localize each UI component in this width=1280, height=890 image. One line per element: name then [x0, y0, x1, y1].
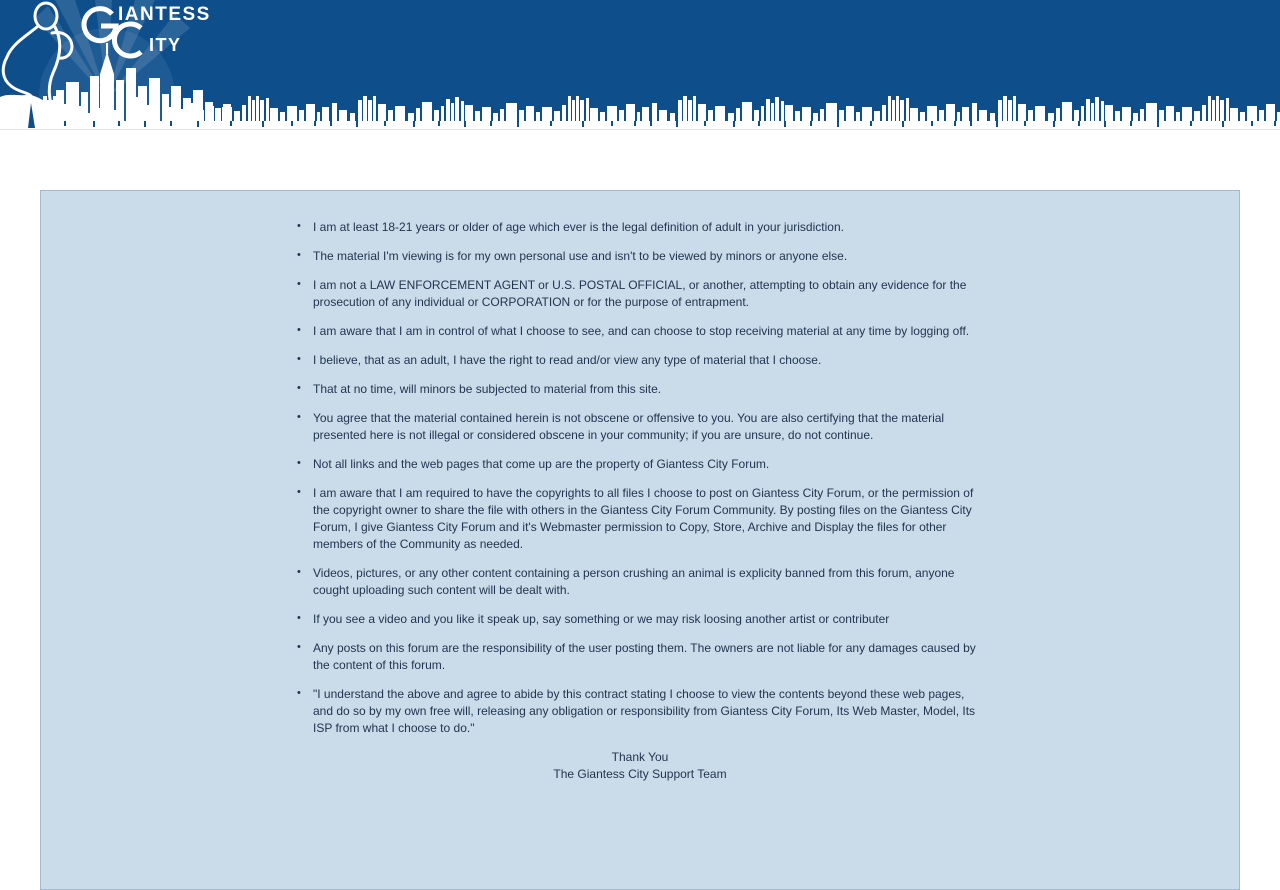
agreement-item — [294, 248, 986, 265]
bullet-icon: • — [297, 687, 301, 699]
agreement-item — [294, 686, 986, 737]
closing-block — [41, 749, 1239, 783]
content — [0, 190, 1280, 890]
bullet-icon: • — [297, 566, 301, 578]
logo-text-bottom: ITY — [149, 35, 182, 55]
bullet-icon: • — [297, 353, 301, 365]
agreement-item — [294, 323, 986, 340]
agreement-item-text: You agree that the material contained herein is not obscene or offensive to you. You are also certifying that the material presented here is not illegal or considered obscene in your community; if you are unsure, do not continue. — [313, 411, 945, 442]
agreement-item-text: I am aware that I am required to have the copyrights to all files I choose to post on Giantess City Forum, or the permission of the copyright owner to share the file with others in the Giantess City Forum Community. By posting files on the Giantess City Forum, I give Giantess City Forum and it's Webmaster permission to Copy, Store, Archive and Display the files for other members of the Community as needed. — [313, 486, 974, 551]
bullet-icon: • — [297, 249, 301, 261]
logo-text-top: IANTESS — [118, 4, 211, 25]
agreement-item — [294, 352, 986, 369]
agreement-item-text: That at no time, will minors be subjected to material from this site. — [313, 382, 662, 396]
agreement-item-text: Any posts on this forum are the responsibility of the user posting them. The owners are not liable for any damages caused by the content of this forum. — [313, 641, 976, 672]
bullet-icon: • — [297, 220, 301, 232]
bullet-icon: • — [297, 457, 301, 469]
bullet-icon: • — [297, 612, 301, 624]
bullet-icon: • — [297, 278, 301, 290]
agreement-item — [294, 611, 986, 628]
agreement-item-text: I am aware that I am in control of what I choose to see, and can choose to stop receiving material at any time by logging off. — [313, 324, 970, 338]
header-divider — [0, 129, 1280, 130]
agreement-item-text: I am at least 18-21 years or older of age which ever is the legal definition of adult in your jurisdiction. — [313, 220, 844, 234]
agreement-item-text: The material I'm viewing is for my own personal use and isn't to be viewed by minors or anyone else. — [313, 249, 848, 263]
agreement-item-text: I am not a LAW ENFORCEMENT AGENT or U.S. POSTAL OFFICIAL, or another, attempting to obtain any evidence for the prosecution of any individual or CORPORATION or for the purpose of entrapment. — [313, 278, 967, 309]
agreement-item — [294, 219, 986, 236]
agreement-item — [294, 381, 986, 398]
bullet-icon: • — [297, 641, 301, 653]
agreement-list — [294, 191, 986, 737]
agreement-item-text: "I understand the above and agree to abide by this contract stating I choose to view the contents beyond these web pages, and do so by my own free will, releasing any obligation or responsibility from Giantess City Forum, Its Web Master, Model, Its ISP from what I choose to do." — [313, 687, 976, 735]
agreement-item — [294, 640, 986, 674]
agreement-item-text: Videos, pictures, or any other content containing a person crushing an animal is explicity banned from this forum, anyone cought uploading such content will be dealt with. — [313, 566, 955, 597]
agreement-item-text: Not all links and the web pages that come up are the property of Giantess City Forum. — [313, 457, 770, 471]
agreement-item-text: If you see a video and you like it speak up, say something or we may risk loosing another artist or contributer — [313, 612, 890, 626]
thank-you-text: Thank You — [611, 750, 669, 764]
support-team-text: The Giantess City Support Team — [553, 767, 727, 781]
agreement-box — [40, 190, 1240, 890]
agreement-item — [294, 565, 986, 599]
header-art — [0, 0, 1280, 128]
agreement-item — [294, 485, 986, 553]
bullet-icon: • — [297, 382, 301, 394]
agreement-item — [294, 277, 986, 311]
agreement-item-text: I believe, that as an adult, I have the right to read and/or view any type of material that I choose. — [313, 353, 822, 367]
agreement-item — [294, 410, 986, 444]
site-header — [0, 0, 1280, 128]
agreement-item — [294, 456, 986, 473]
bullet-icon: • — [297, 486, 301, 498]
bullet-icon: • — [297, 324, 301, 336]
bullet-icon: • — [297, 411, 301, 423]
